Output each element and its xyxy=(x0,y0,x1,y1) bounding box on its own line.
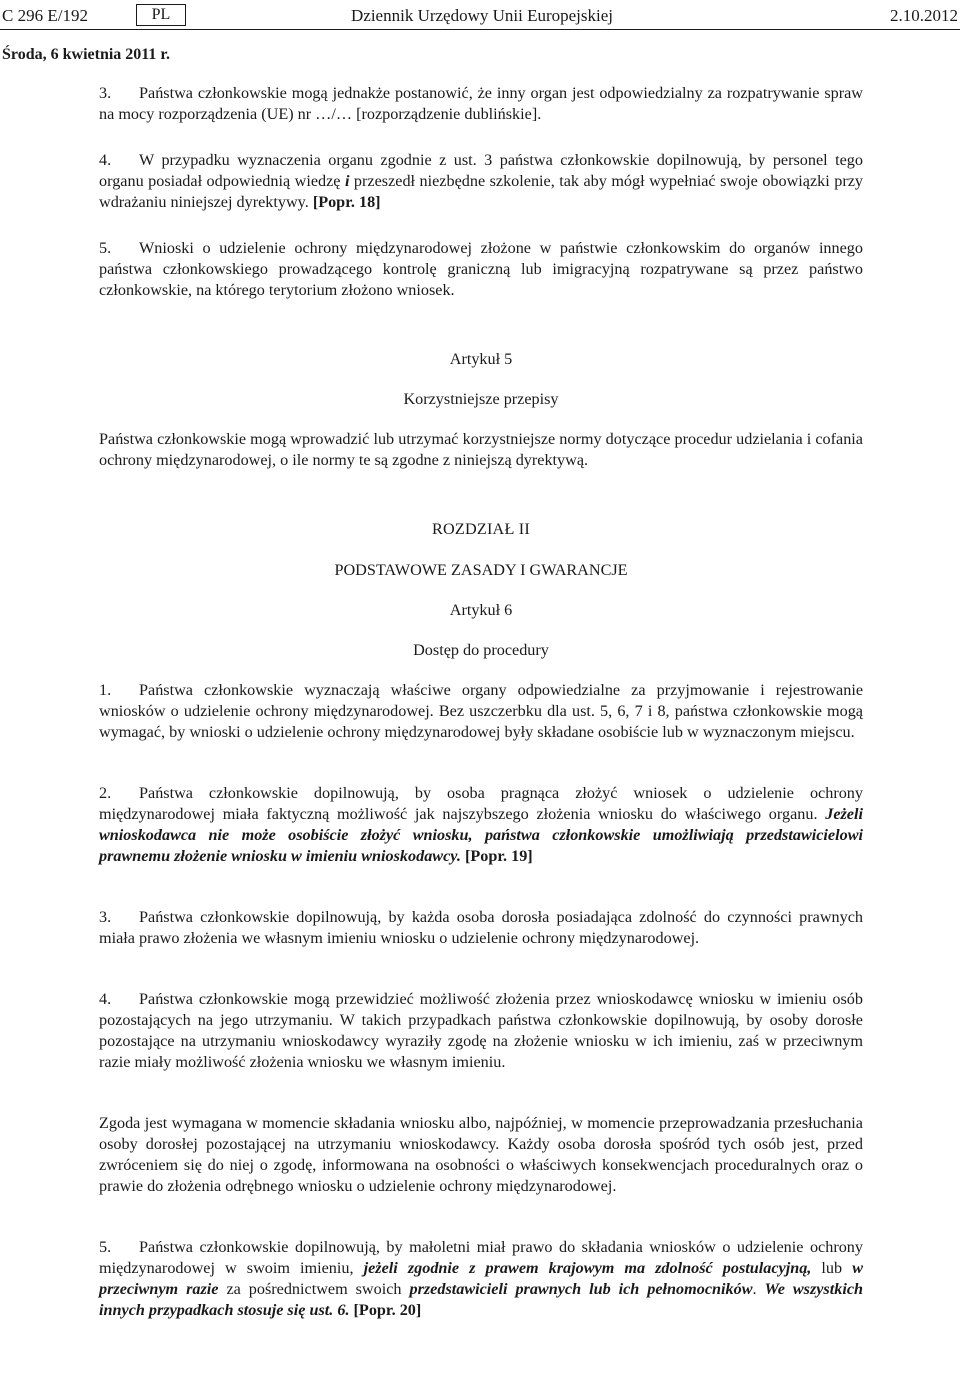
article-6-paragraph-5 xyxy=(99,1237,863,1321)
article-6-paragraph-3 xyxy=(99,907,863,949)
paragraph-number: 5. xyxy=(99,239,112,257)
article-6-paragraph-4-subparagraph xyxy=(99,1113,863,1197)
article-6-paragraph-2 xyxy=(99,783,863,867)
paragraph-text: Państwa członkowskie wyznaczają właściwe organy odpowiedzialne za przyjmowanie i rejestrowanie wniosków o udzielenie ochrony międzynarodowej. Bez uszczerbku dla ust. 5, 6, 7 i 8, państwa członkowskie mogą wymagać, by wnioski o udzielenie ochrony międzynarodowej były składane osobiście lub w wyznaczonym miejscu. xyxy=(99,681,863,741)
paragraph-text: Państwa członkowskie dopilnowują, by małoletni miał prawo do składania wniosków o udzielenie ochrony międzynarodowej w swoim imieniu, xyxy=(99,1238,863,1277)
paragraph-text: Zgoda jest wymagana w momencie składania wniosku albo, najpóźniej, w momencie przeprowadzania przesłuchania osoby dorosłej pozostającej na utrzymaniu wnioskodawcy. Każdy osoba dorosła spośród tych osób jest, przed zwróceniem się do niej o zgodę, informowana na osobności o właściwych konsekwencjach proceduralnych oraz o prawie do złożenia odrębnego wniosku o udzielenie ochrony międzynarodowej. xyxy=(99,1114,863,1195)
paragraph-text: Państwa członkowskie mogą przewidzieć możliwość złożenia przez wnioskodawcę wniosku w imieniu osób pozostających na jego utrzymaniu. W takich przypadkach państwa członkowskie dopilnowują, by osoby dorosłe pozostające na utrzymaniu wnioskodawcy wyraziły zgodę na złożenie wniosku w ich imieniu, zaś w przeciwnym razie miały możliwość złożenia wniosku we własnym imieniu. xyxy=(99,990,863,1071)
journal-title: Dziennik Urzędowy Unii Europejskiej xyxy=(351,6,614,25)
paragraph-number: 4. xyxy=(99,990,112,1008)
paragraph-5 xyxy=(99,238,863,301)
paragraph-number: 2. xyxy=(99,784,112,802)
paragraph-text: Państwa członkowskie mogą wprowadzić lub utrzymać korzystniejsze normy dotyczące procedur udzielania i cofania ochrony międzynarodowej, o ile normy te są zgodne z niniejszą dyrektywą. xyxy=(99,430,863,469)
language-box: PL xyxy=(136,4,186,26)
paragraph-text: Wnioski o udzielenie ochrony międzynarodowej złożone w państwie członkowskim do organów innego państwa członkowskiego prowadzącego kontrolę graniczną lub imigracyjną rozpatrywane są przez państwo członkowskie, na którego terytorium złożono wniosek. xyxy=(99,239,863,299)
paragraph-4 xyxy=(99,150,863,213)
paragraph-number: 3. xyxy=(99,84,112,102)
paragraph-text: W przypadku wyznaczenia organu zgodnie z ust. 3 państwa członkowskie dopilnowują, by personel tego organu posiadał odpowiednią wiedzę xyxy=(99,151,863,190)
article-6-label: Artykuł 6 xyxy=(449,601,513,619)
amendment-text: i xyxy=(344,172,350,190)
chapter-label: ROZDZIAŁ II xyxy=(432,520,530,538)
article-5-title: Korzystniejsze przepisy xyxy=(403,390,559,408)
paragraph-text: lub xyxy=(811,1259,853,1277)
amendment-text: Jeżeli wnioskodawca nie może osobiście złożyć wniosku, państwa członkowskie umożliwiają przedstawicielowi prawnemu złożenie wniosku w imieniu wnioskodawcy. xyxy=(99,805,863,865)
paragraph-text: za pośrednictwem swoich xyxy=(218,1280,410,1298)
paragraph-text: Państwa członkowskie dopilnowują, by osoba pragnąca złożyć wniosek o udzielenie ochrony międzynarodowej miała faktyczną możliwość jak najszybszego złożenia wniosku do właściwego organu. xyxy=(99,784,863,823)
page-header xyxy=(0,3,960,29)
article-6-paragraph-4 xyxy=(99,989,863,1073)
paragraph-text: przeszedł niezbędne szkolenie, tak aby mógł wypełniać swoje obowiązki przy wdrażaniu niniejszej dyrektywy. xyxy=(99,172,863,211)
amendment-ref: [Popr. 20] xyxy=(349,1301,422,1319)
amendment-text: jeżeli zgodnie z prawem krajowym ma zdolność postulacyjną, xyxy=(363,1259,812,1277)
paragraph-number: 5. xyxy=(99,1238,112,1256)
amendment-ref: [Popr. 18] xyxy=(312,193,381,211)
article-6-paragraph-1 xyxy=(99,680,863,743)
paragraph-text: Państwa członkowskie mogą jednakże postanowić, że inny organ jest odpowiedzialny za rozpatrywanie spraw na mocy rozporządzenia (UE) nr …/… [rozporządzenie dublińskie]. xyxy=(99,84,863,123)
article-5-text xyxy=(99,429,863,471)
amendment-text: w przeciwnym razie xyxy=(99,1259,863,1298)
paragraph-text: . xyxy=(752,1280,765,1298)
article-6-title: Dostęp do procedury xyxy=(413,641,549,659)
paragraph-number: 4. xyxy=(99,151,112,169)
publication-date: 2.10.2012 xyxy=(890,6,958,25)
amendment-ref: [Popr. 19] xyxy=(460,847,533,865)
document-body xyxy=(99,83,863,1346)
article-5-label: Artykuł 5 xyxy=(449,350,513,368)
amendment-text: przedstawicieli prawnych lub ich pełnomocników xyxy=(409,1280,753,1298)
chapter-title: PODSTAWOWE ZASADY I GWARANCJE xyxy=(334,561,628,579)
paragraph-text: Państwa członkowskie dopilnowują, by każda osoba dorosła posiadająca zdolność do czynności prawnych miała prawo złożenia we własnym imieniu wniosku o udzielenie ochrony międzynarodowej. xyxy=(99,908,863,947)
amendment-text: We wszystkich innych przypadkach stosuje się ust. 6. xyxy=(99,1280,864,1319)
paragraph-number: 1. xyxy=(99,681,112,699)
paragraph-number: 3. xyxy=(99,908,112,926)
paragraph-3 xyxy=(99,83,863,125)
header-divider xyxy=(0,29,960,30)
session-date: Środa, 6 kwietnia 2011 r. xyxy=(2,46,171,63)
page-reference: C 296 E/192 xyxy=(2,6,88,25)
